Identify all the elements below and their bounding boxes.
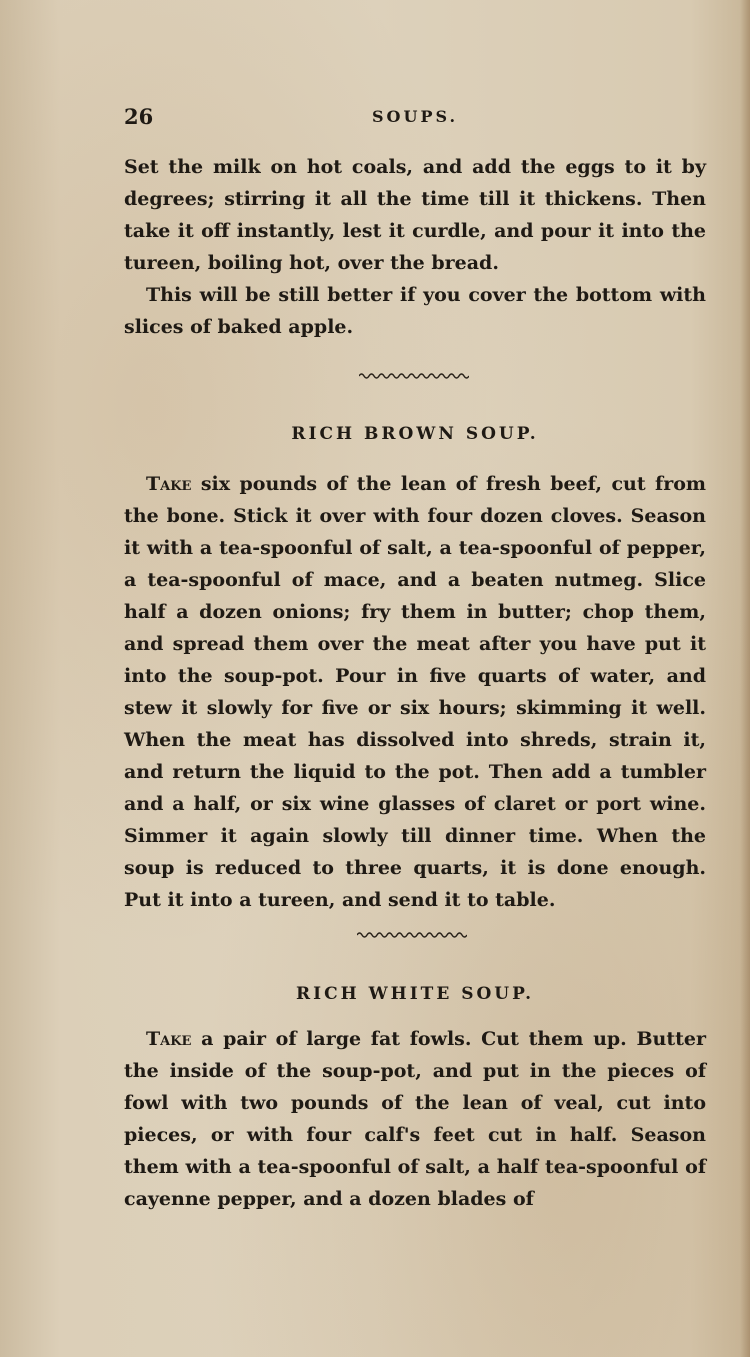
recipe-lead-word: Take	[146, 1028, 192, 1050]
recipe-text: six pounds of the lean of fresh beef, cut from the bone. Stick it over with four dozen cloves. Season it with a tea-spoonful of salt, a tea-spoonful of pepper, a tea-spoonful of mace, and a beaten nutmeg. Slice half a dozen onions; fry them in butter; chop them, and spread them over the meat after you have put it into the soup-pot. Pour in five quarts of water, and stew it slowly for five or six hours; skimming it well. When the meat has dissolved into shreds, strain it, and return the liquid to the pot. Then add a tumbler and a half, or six wine glasses of claret or port wine. Simmer it again slowly till dinner time. When the soup is reduced to three quarts, it is done enough. Put it into a tureen, and send it to table.	[124, 473, 706, 911]
page-edge-shadow	[740, 0, 750, 1357]
intro-paragraph: This will be still better if you cover the bottom with slices of baked apple.	[124, 284, 706, 338]
recipe-text: a pair of large fat fowls. Cut them up. Butter the inside of the soup-pot, and put in the pieces of fowl with two pounds of the lean of veal, cut into pieces, or with four calf's feet cut in half. Season them with a tea-spoonful of salt, a half tea-spoonful of cayenne pepper, and a dozen blades of	[124, 1028, 706, 1210]
section-title: SOUPS.	[372, 107, 459, 126]
intro-text	[124, 151, 706, 343]
page-number: 26	[124, 104, 154, 129]
ornamental-divider	[357, 931, 467, 939]
recipe-title: RICH BROWN SOUP.	[291, 424, 539, 444]
recipe-lead-word: Take	[146, 473, 192, 495]
recipe-body	[124, 468, 706, 916]
recipe-title: RICH WHITE SOUP.	[295, 984, 535, 1004]
ornamental-divider	[359, 372, 469, 380]
running-head	[124, 104, 704, 132]
recipe-body	[124, 1023, 706, 1215]
intro-paragraph: Set the milk on hot coals, and add the eggs to it by degrees; stirring it all the time till it thickens. Then take it off instantly, lest it curdle, and pour it into the tureen, boiling hot, over the bread.	[124, 156, 706, 274]
